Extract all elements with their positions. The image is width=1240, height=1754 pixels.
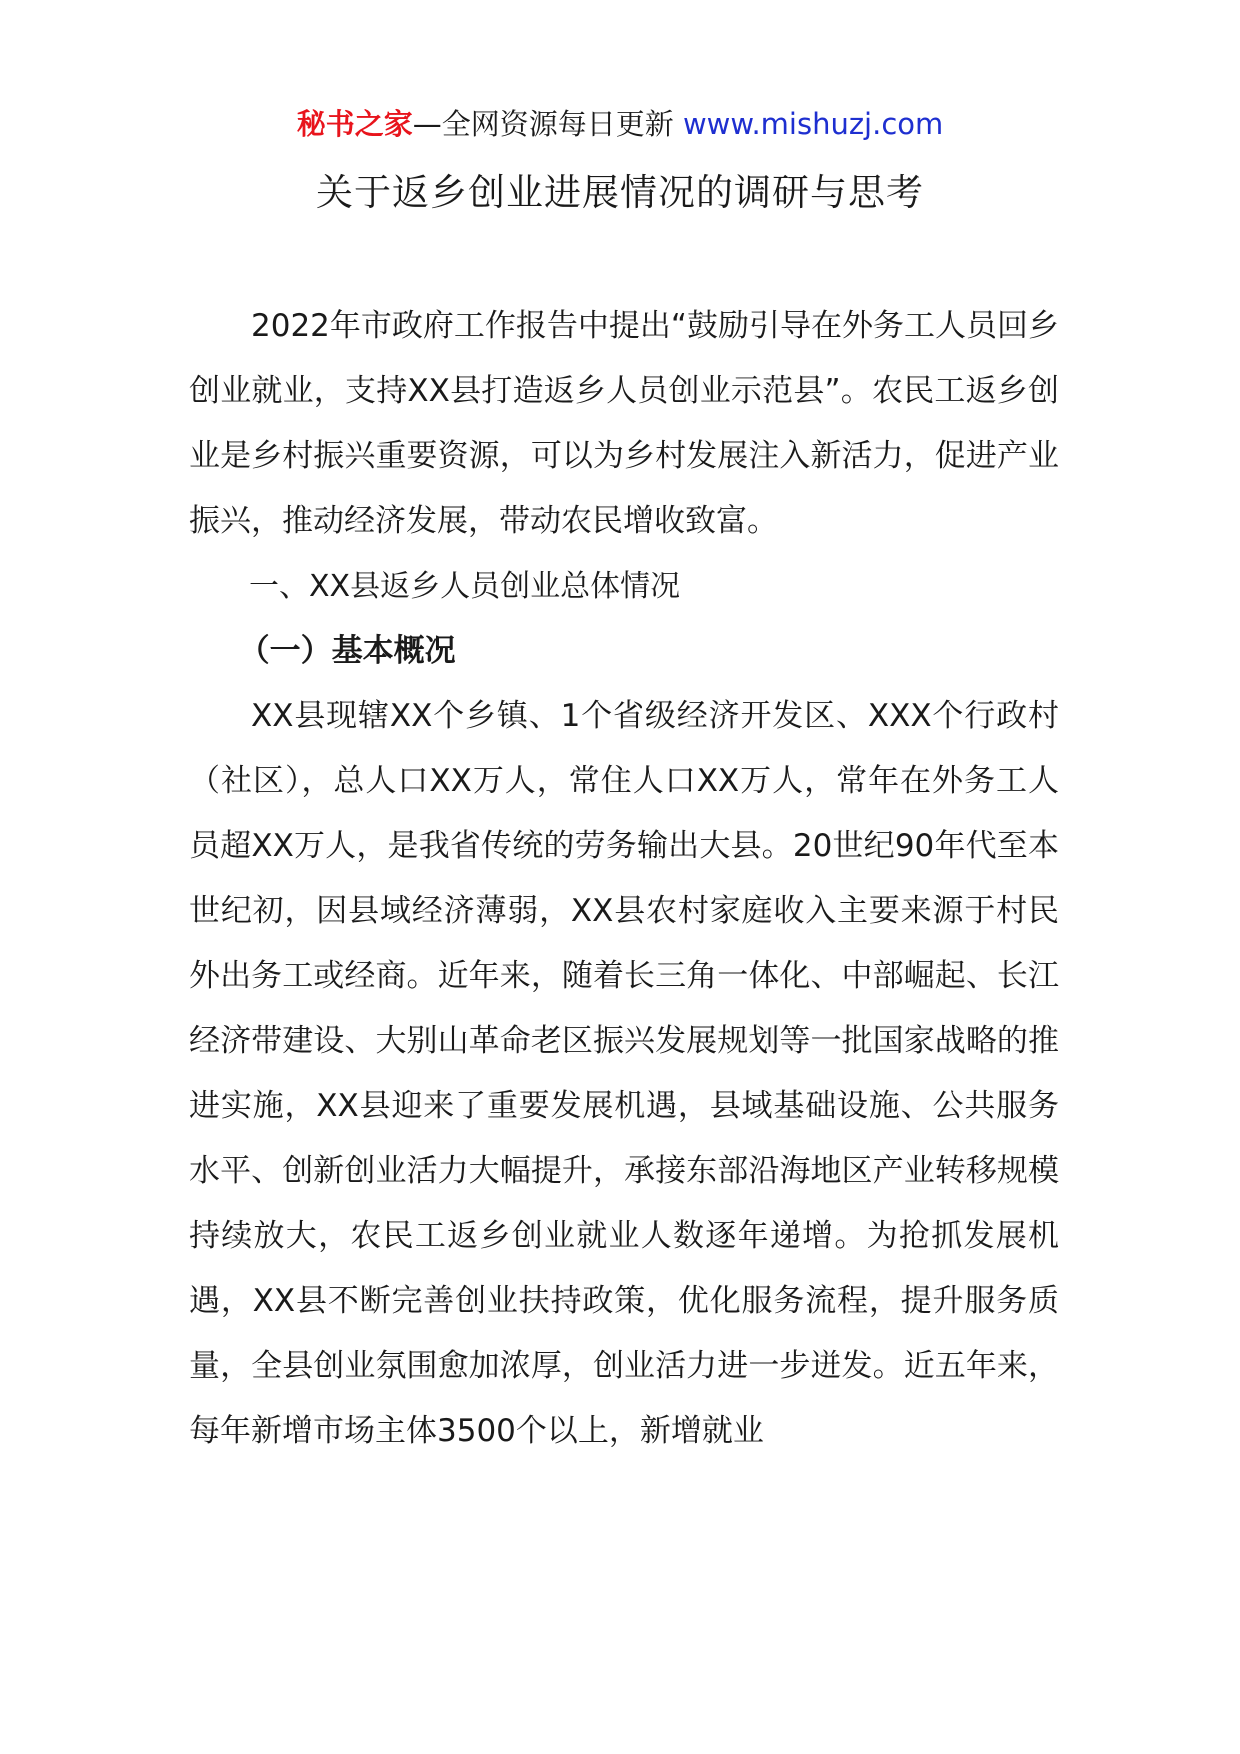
site-url-link[interactable]: www.mishuzj.com bbox=[682, 107, 944, 141]
subsection-heading: （一）基本概况 bbox=[238, 633, 456, 669]
intro-paragraph: 2022年市政府工作报告中提出“鼓励引导在外务工人员回乡创业就业，支持XX县打造返乡人员创业示范县”。农民工返乡创业是乡村振兴重要资源，可以为乡村发展注入新活力，促进产业振兴，推动经济发展，带动农民增收致富。 bbox=[189, 308, 1059, 539]
document-body bbox=[189, 294, 1059, 1464]
document-title: 关于返乡创业进展情况的调研与思考 bbox=[316, 171, 924, 214]
overview-paragraph: XX县现辖XX个乡镇、1个省级经济开发区、XXX个行政村（社区），总人口XX万人，常住人口XX万人，常年在外务工人员超XX万人，是我省传统的劳务输出大县。20世纪90年代至本世纪初，因县域经济薄弱，XX县农村家庭收入主要来源于村民外出务工或经商。近年来，随着长三角一体化、中部崛起、长江经济带建设、大别山革命老区振兴发展规划等一批国家战略的推进实施，XX县迎来了重要发展机遇，县域基础设施、公共服务水平、创新创业活力大幅提升，承接东部沿海地区产业转移规模持续放大，农民工返乡创业就业人数逐年递增。为抢抓发展机遇，XX县不断完善创业扶持政策，优化服务流程，提升服务质量，全县创业氛围愈加浓厚，创业活力进一步迸发。近五年来，每年新增市场主体3500个以上，新增就业 bbox=[189, 698, 1059, 1449]
section-heading: 一、XX县返乡人员创业总体情况 bbox=[249, 569, 681, 604]
header-tagline: —全网资源每日更新 bbox=[412, 107, 683, 141]
brand-name: 秘书之家 bbox=[296, 107, 413, 141]
site-header bbox=[0, 102, 1240, 146]
